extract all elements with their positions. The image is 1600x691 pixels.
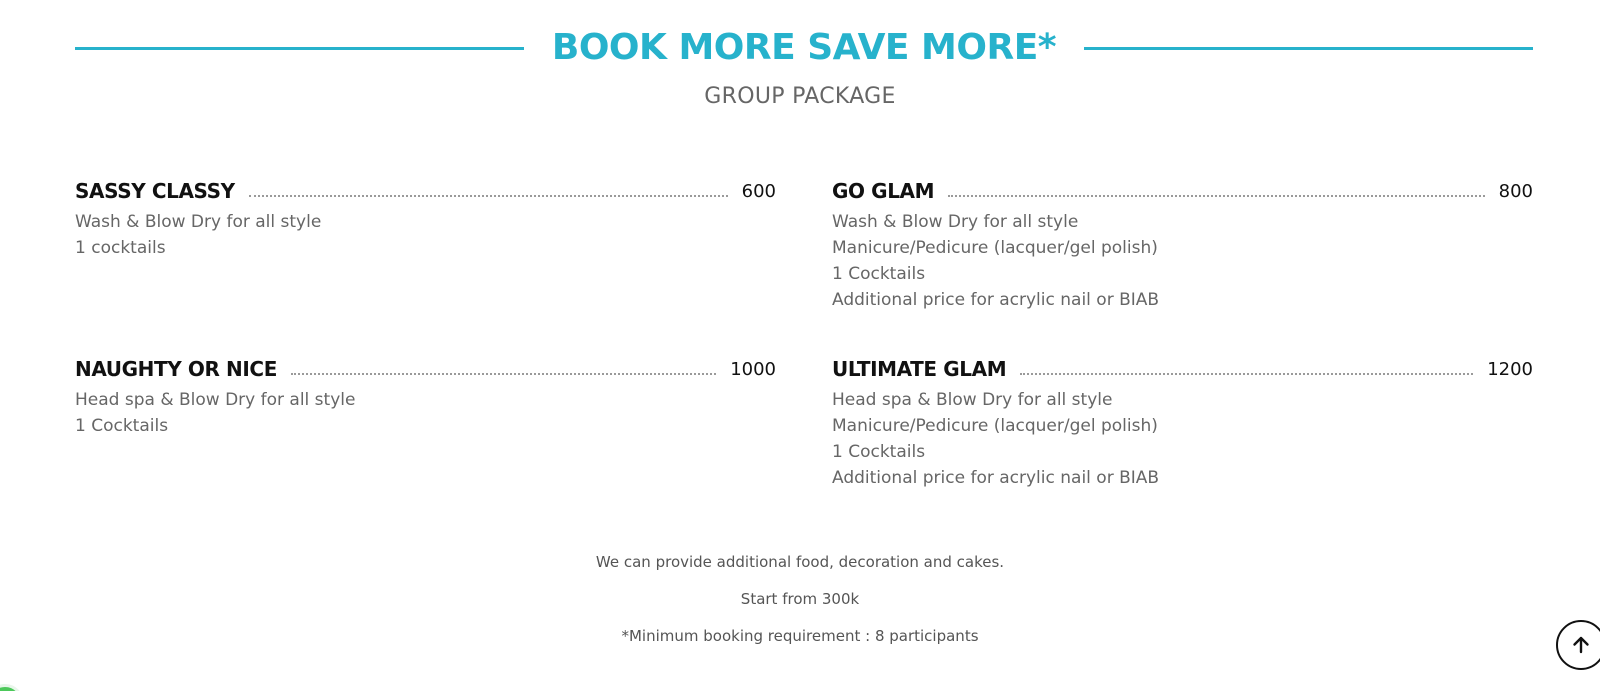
package-detail-line: 1 Cocktails	[75, 416, 169, 436]
note-start-price: Start from 300k	[740, 590, 860, 608]
package-detail-line: Additional price for acrylic nail or BIAB	[832, 290, 1160, 310]
dotted-leader	[1020, 373, 1473, 375]
back-to-top-button[interactable]	[1556, 620, 1600, 670]
package-header	[75, 173, 776, 203]
package-name: SASSY CLASSY	[75, 179, 235, 203]
package-detail-line: Wash & Blow Dry for all style	[832, 212, 1079, 232]
package-name: NAUGHTY OR NICE	[75, 357, 277, 381]
note-additional-food: We can provide additional food, decoration and cakes.	[595, 553, 1005, 571]
package-detail-line: 1 Cocktails	[832, 442, 926, 462]
package-ultimate-glam	[832, 351, 1533, 491]
package-name: ULTIMATE GLAM	[832, 357, 1007, 381]
package-header	[832, 173, 1533, 203]
package-price: 1000	[730, 359, 776, 380]
package-price: 600	[741, 181, 776, 202]
package-header	[832, 351, 1533, 381]
dotted-leader	[948, 195, 1485, 197]
package-header	[75, 351, 776, 381]
package-price: 800	[1498, 181, 1533, 202]
package-name: GO GLAM	[832, 179, 935, 203]
package-detail-line: 1 Cocktails	[832, 264, 926, 284]
note-minimum-booking: *Minimum booking requirement : 8 participants	[621, 627, 979, 645]
package-details	[832, 387, 1533, 491]
package-detail-line: Head spa & Blow Dry for all style	[75, 390, 356, 410]
package-price: 1200	[1487, 359, 1533, 380]
header-rule-left	[75, 47, 524, 50]
package-detail-line: Additional price for acrylic nail or BIAB	[832, 468, 1160, 488]
section-header	[75, 22, 1533, 74]
dotted-leader	[249, 195, 728, 197]
package-detail-line: Wash & Blow Dry for all style	[75, 212, 322, 232]
section-subtitle: GROUP PACKAGE	[704, 84, 896, 109]
package-details	[75, 387, 776, 439]
package-go-glam	[832, 173, 1533, 313]
section-title: BOOK MORE SAVE MORE*	[551, 27, 1057, 68]
package-detail-line: Head spa & Blow Dry for all style	[832, 390, 1113, 410]
package-detail-line: Manicure/Pedicure (lacquer/gel polish)	[832, 238, 1158, 258]
package-details	[832, 209, 1533, 313]
whatsapp-icon[interactable]	[0, 684, 24, 691]
dotted-leader	[291, 373, 716, 375]
package-naughty-or-nice	[75, 351, 776, 439]
package-details	[75, 209, 776, 261]
header-rule-right	[1084, 47, 1533, 50]
package-detail-line: 1 cocktails	[75, 238, 166, 258]
arrow-up-icon	[1571, 635, 1591, 655]
package-sassy-classy	[75, 173, 776, 261]
package-detail-line: Manicure/Pedicure (lacquer/gel polish)	[832, 416, 1158, 436]
